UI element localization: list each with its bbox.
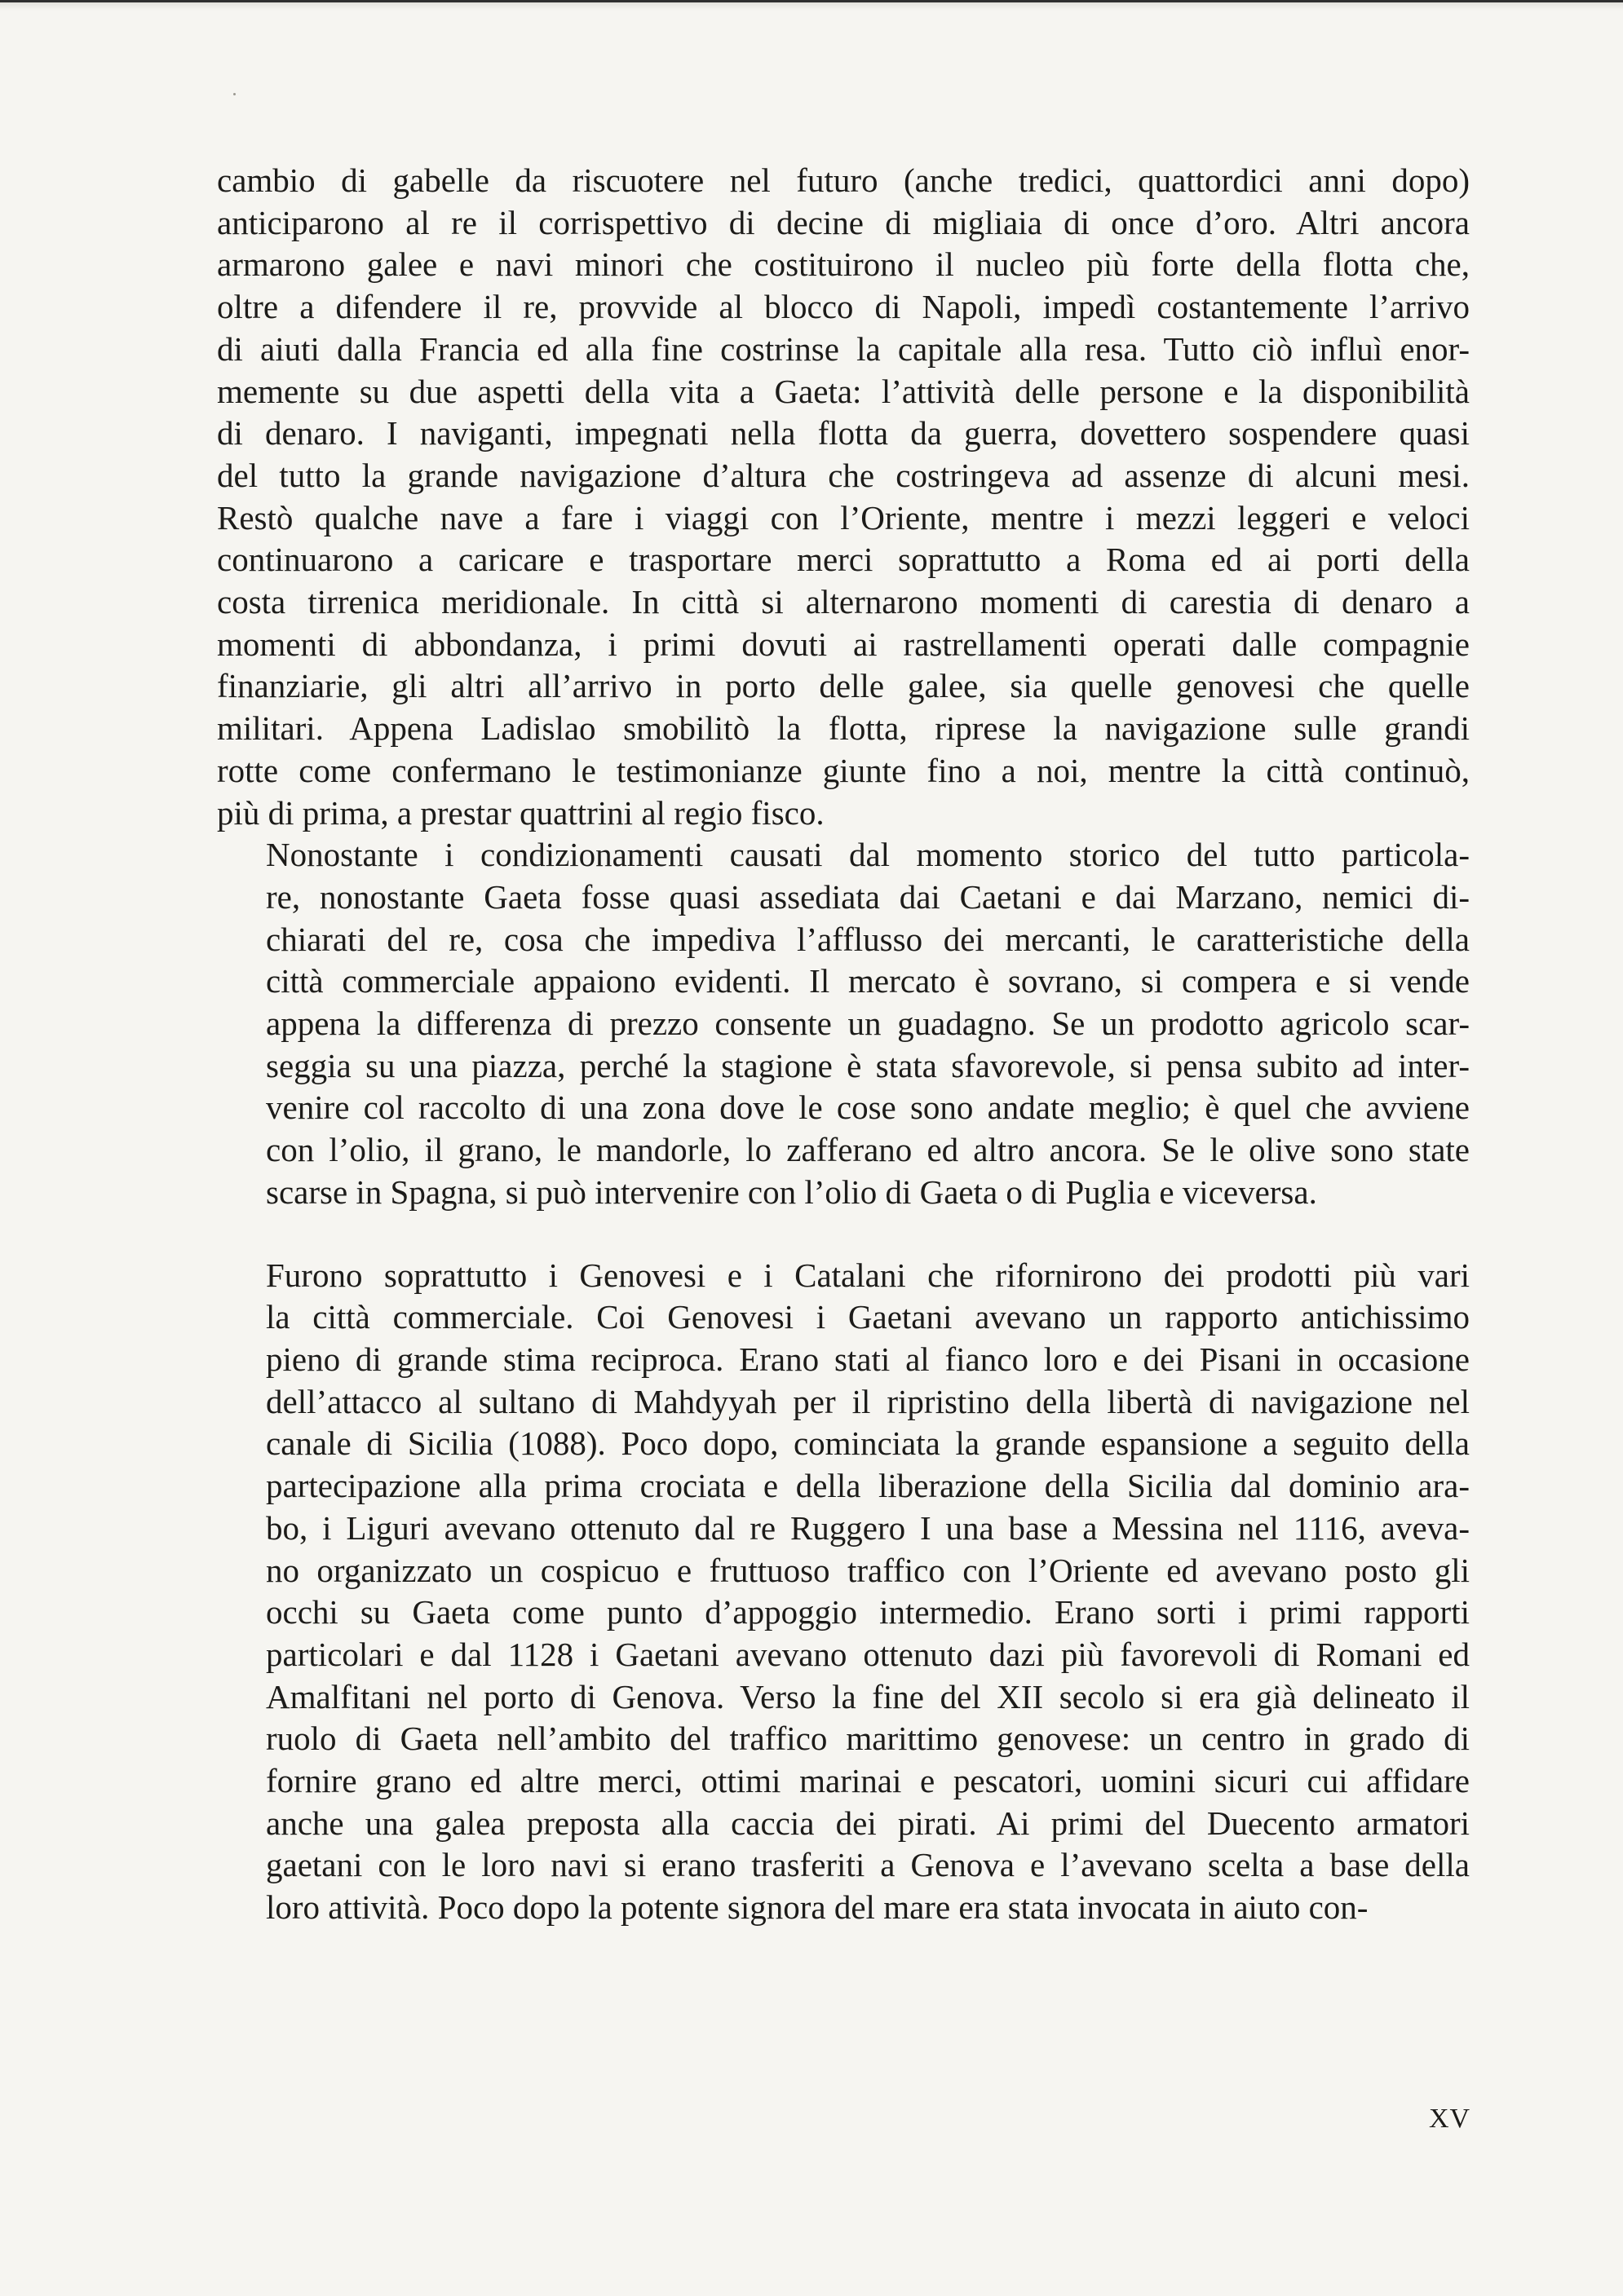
text-line: re, nonostante Gaeta fosse quasi assediata dai Caetani e dai Marzano, nemici di- bbox=[266, 877, 1470, 916]
text-line: di aiuti dalla Francia ed alla fine costrinse la capitale alla resa. Tutto ciò influì enor- bbox=[217, 329, 1470, 368]
text-line: Furono soprattutto i Genovesi e i Catalani che rifornirono dei prodotti più vari bbox=[266, 1256, 1470, 1294]
text-line: appena la differenza di prezzo consente un guadagno. Se un prodotto agricolo scar- bbox=[266, 1004, 1470, 1043]
text-line: armarono galee e navi minori che costituirono il nucleo più forte della flotta che, bbox=[217, 245, 1470, 284]
text-line: Restò qualche nave a fare i viaggi con l’Oriente, mentre i mezzi leggeri e veloci bbox=[217, 498, 1470, 536]
text-line: momenti di abbondanza, i primi dovuti ai rastrellamenti operati dalle compagnie bbox=[217, 625, 1470, 663]
text-line: oltre a difendere il re, provvide al blocco di Napoli, impedì costantemente l’arrivo bbox=[217, 288, 1470, 326]
page-top-shadow bbox=[0, 2, 1623, 11]
text-line: anticiparono al re il corrispettivo di decine di migliaia di once d’oro. Altri ancora bbox=[217, 203, 1470, 241]
text-line: gaetani con le loro navi si erano trasferiti a Genova e l’avevano scelta a base della bbox=[266, 1846, 1470, 1884]
text-line: cambio di gabelle da riscuotere nel futuro (anche tredici, quattordici anni dopo) bbox=[217, 161, 1470, 199]
text-line: Amalfitani nel porto di Genova. Verso la fine del XII secolo si era già delineato il bbox=[266, 1677, 1470, 1715]
text-line: del tutto la grande navigazione d’altura che costringeva ad assenze di alcuni mesi. bbox=[217, 456, 1470, 494]
text-line: militari. Appena Ladislao smobilitò la flotta, riprese la navigazione sulle grandi bbox=[217, 709, 1470, 748]
text-line: seggia su una piazza, perché la stagione è stata sfavorevole, si pensa subito ad inter- bbox=[266, 1046, 1470, 1084]
paragraph-2 bbox=[217, 834, 1470, 1213]
text-line: chiarati del re, cosa che impediva l’afflusso dei mercanti, le caratteristiche della bbox=[266, 920, 1470, 958]
text-line: bo, i Liguri avevano ottenuto dal re Ruggero I una base a Messina nel 1116, aveva- bbox=[266, 1508, 1470, 1547]
text-line: partecipazione alla prima crociata e della liberazione della Sicilia dal dominio ara- bbox=[266, 1467, 1470, 1505]
body-text bbox=[217, 160, 1470, 1929]
text-line: fornire grano ed altre merci, ottimi marinai e pescatori, uomini sicuri cui affidare bbox=[266, 1762, 1470, 1800]
text-line: rotte come confermano le testimonianze giunte fino a noi, mentre la città continuò, bbox=[217, 751, 1470, 789]
page-number: XV bbox=[1429, 2104, 1471, 2134]
text-line: pieno di grande stima reciproca. Erano stati al fianco loro e dei Pisani in occasione bbox=[266, 1340, 1470, 1378]
text-line: loro attività. Poco dopo la potente signora del mare era stata invocata in aiuto con- bbox=[266, 1888, 1369, 1927]
text-line: anche una galea preposta alla caccia dei pirati. Ai primi del Duecento armatori bbox=[266, 1804, 1470, 1842]
text-line: dell’attacco al sultano di Mahdyyah per il ripristino della libertà di navigazione nel bbox=[266, 1382, 1470, 1420]
text-line: scarse in Spagna, si può intervenire con l’olio di Gaeta o di Puglia e viceversa. bbox=[266, 1172, 1317, 1211]
paper-speck bbox=[233, 93, 236, 95]
text-line: finanziarie, gli altri all’arrivo in porto delle galee, sia quelle genovesi che quelle bbox=[217, 667, 1470, 705]
text-line: costa tirrenica meridionale. In città si alternarono momenti di carestia di denaro a bbox=[217, 583, 1470, 621]
text-line: Nonostante i condizionamenti causati dal momento storico del tutto particola- bbox=[266, 836, 1470, 874]
text-line: di denaro. I naviganti, impegnati nella flotta da guerra, dovettero sospendere quasi bbox=[217, 414, 1470, 453]
text-line: no organizzato un cospicuo e fruttuoso traffico con l’Oriente ed avevano posto gli bbox=[266, 1551, 1470, 1589]
text-line: occhi su Gaeta come punto d’appoggio intermedio. Erano sorti i primi rapporti bbox=[266, 1593, 1470, 1631]
text-line: ruolo di Gaeta nell’ambito del traffico marittimo genovese: un centro in grado di bbox=[266, 1720, 1470, 1758]
text-line: con l’olio, il grano, le mandorle, lo zafferano ed altro ancora. Se le olive sono state bbox=[266, 1131, 1470, 1169]
text-line: continuarono a caricare e trasportare merci soprattutto a Roma ed ai porti della bbox=[217, 541, 1470, 579]
paragraph-3 bbox=[217, 1255, 1470, 1929]
text-line: la città commerciale. Coi Genovesi i Gaetani avevano un rapporto antichissimo bbox=[266, 1298, 1470, 1336]
text-line: venire col raccolto di una zona dove le cose sono andate meglio; è quel che avviene bbox=[266, 1088, 1470, 1127]
text-line: particolari e dal 1128 i Gaetani avevano ottenuto dazi più favorevoli di Romani ed bbox=[266, 1635, 1470, 1673]
text-line: città commerciale appaiono evidenti. Il mercato è sovrano, si compera e si vende bbox=[266, 962, 1470, 1000]
text-line: canale di Sicilia (1088). Poco dopo, cominciata la grande espansione a seguito della bbox=[266, 1424, 1470, 1463]
paragraph-1 bbox=[217, 160, 1470, 834]
text-line: più di prima, a prestar quattrini al regio fisco. bbox=[217, 793, 825, 832]
text-line: memente su due aspetti della vita a Gaeta: l’attività delle persone e la disponibilità bbox=[217, 372, 1470, 410]
